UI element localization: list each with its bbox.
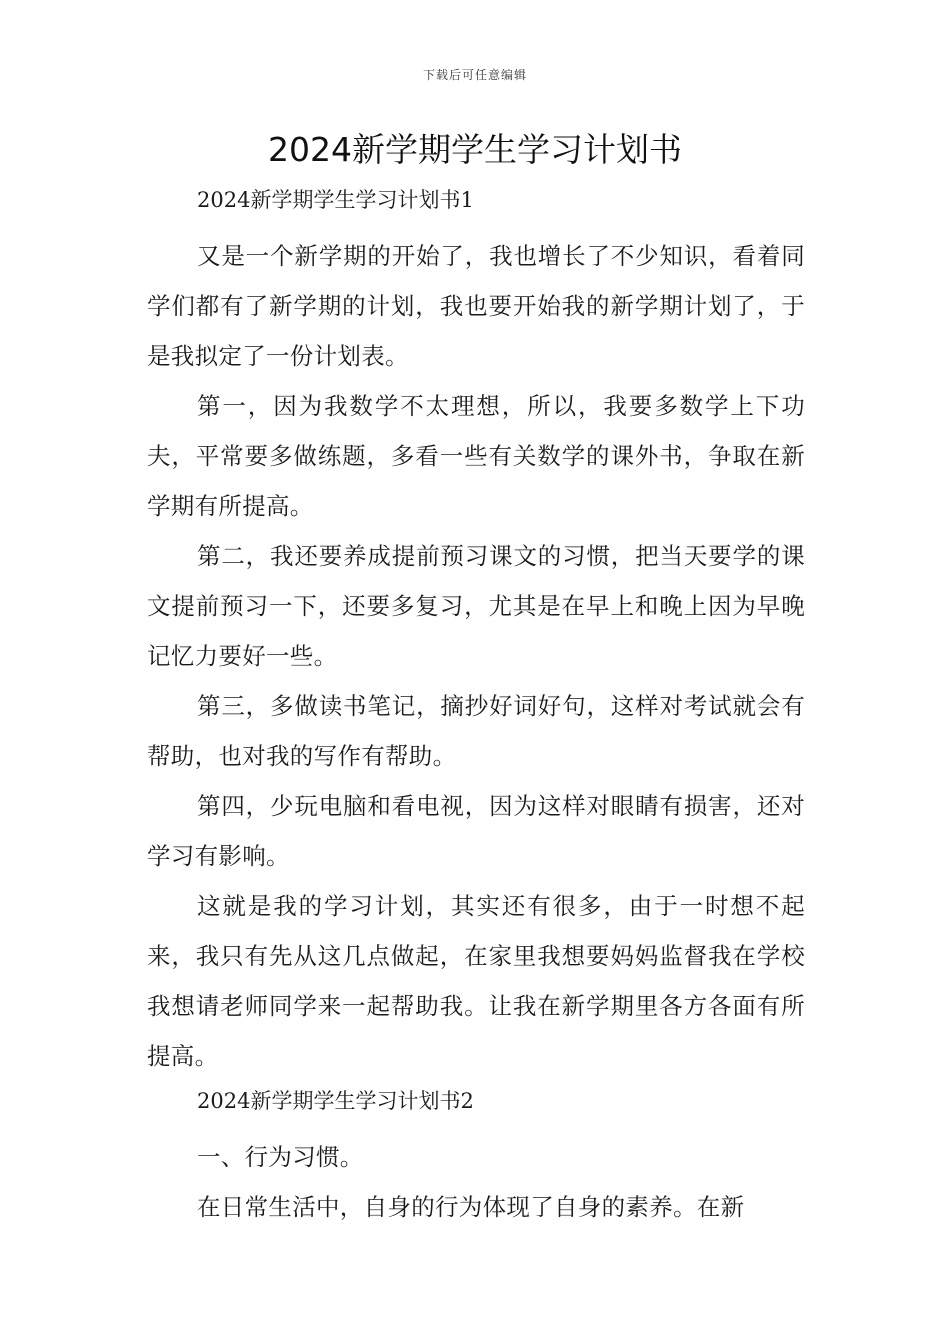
document-body [147, 180, 805, 1232]
paragraph: 又是一个新学期的开始了，我也增长了不少知识，看着同学们都有了新学期的计划，我也要开始我的新学期计划了，于是我拟定了一份计划表。 [147, 242, 805, 370]
paragraph: 第三，多做读书笔记，摘抄好词好句，这样对考试就会有帮助，也对我的写作有帮助。 [147, 692, 805, 770]
paragraph: 第一，因为我数学不太理想，所以，我要多数学上下功夫，平常要多做练题，多看一些有关数学的课外书，争取在新学期有所提高。 [147, 392, 805, 520]
header-note: 下载后可任意编辑 [422, 68, 527, 82]
section-heading-2: 2024新学期学生学习计划书2 [197, 1089, 474, 1113]
document-title: 2024新学期学生学习计划书 [268, 130, 682, 169]
paragraph: 第四，少玩电脑和看电视，因为这样对眼睛有损害，还对学习有影响。 [147, 792, 805, 870]
paragraph: 这就是我的学习计划，其实还有很多，由于一时想不起来，我只有先从这几点做起，在家里我想要妈妈监督我在学校我想请老师同学来一起帮助我。让我在新学期里各方各面有所提高。 [147, 892, 805, 1070]
paragraph: 第二，我还要养成提前预习课文的习惯，把当天要学的课文提前预习一下，还要多复习，尤其是在早上和晚上因为早晚记忆力要好一些。 [147, 542, 805, 670]
paragraph: 一、行为习惯。 [197, 1143, 364, 1171]
section-heading-1: 2024新学期学生学习计划书1 [197, 188, 474, 212]
paragraph: 在日常生活中，自身的行为体现了自身的素养。在新 [197, 1193, 745, 1221]
